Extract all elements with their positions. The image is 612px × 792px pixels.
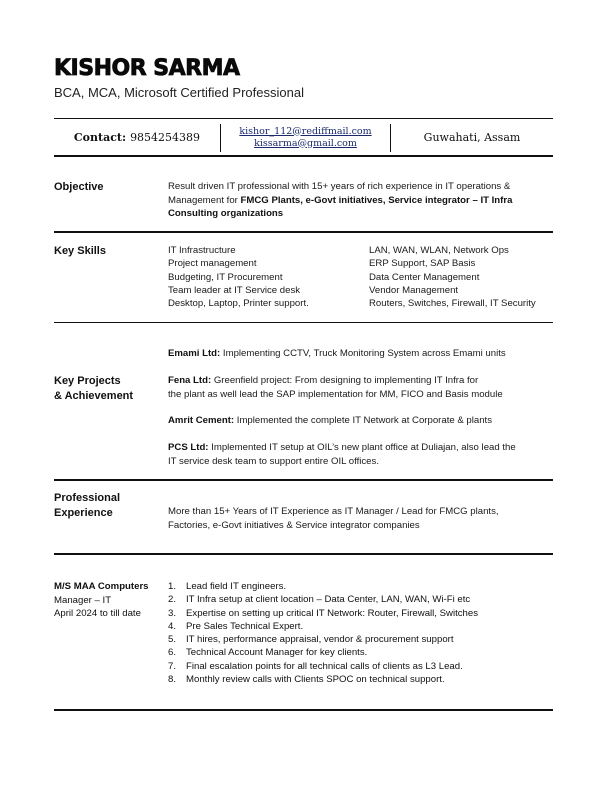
contact-phone (54, 121, 220, 154)
divider (54, 231, 553, 233)
skill-item: LAN, WAN, WLAN, Network Ops (369, 245, 509, 256)
skill-item: Data Center Management (369, 271, 480, 283)
skill-item: Project management (168, 258, 257, 270)
project-item (168, 374, 503, 401)
job-role: Manager – IT (54, 594, 112, 606)
contact-emails (221, 121, 390, 154)
job-details (54, 580, 149, 621)
duty-item: 1. Lead field IT engineers. (168, 581, 287, 592)
divider (54, 118, 553, 119)
objective-text-bold: FMCG Plants, e-Govt initiatives, Service integrator – IT Infra Consulting organizations (168, 194, 513, 219)
project-description-cont: IT service desk team to support entire OIL offices. (168, 455, 379, 467)
job-duties-list (168, 580, 478, 686)
candidate-qualifications: BCA, MCA, Microsoft Certified Professional (54, 85, 304, 100)
email-link-gmail[interactable]: kissarma@gmail.com (254, 137, 357, 149)
duty-item: 8. Monthly review calls with Clients SPOC on technical support. (168, 674, 445, 686)
skill-item: Team leader at IT Service desk (168, 284, 301, 296)
experience-summary (168, 505, 499, 532)
experience-summary-line1: More than 15+ Years of IT Experience as IT Manager / Lead for FMCG plants, (168, 506, 499, 517)
divider (54, 322, 553, 323)
project-item (168, 347, 506, 361)
projects-heading-line1: Key Projects (54, 375, 121, 387)
project-company: PCS Ltd: (168, 442, 209, 453)
skills-column-2 (369, 244, 536, 310)
objective-text (168, 180, 553, 221)
projects-heading (54, 374, 133, 404)
skill-item: IT Infrastructure (168, 245, 236, 256)
project-item (168, 414, 492, 428)
project-company: Fena Ltd: (168, 375, 212, 386)
project-company: Emami Ltd: (168, 348, 221, 359)
project-description: Implemented IT setup at OIL’s new plant office at Duliajan, also lead the (208, 442, 516, 453)
contact-location: Guwahati, Assam (423, 131, 521, 144)
objective-heading: Objective (54, 181, 104, 193)
skill-item: ERP Support, SAP Basis (369, 258, 476, 270)
divider (54, 155, 553, 157)
skill-item: Budgeting, IT Procurement (168, 271, 283, 283)
duty-item: 7. Final escalation points for all technical calls of clients as L3 Lead. (168, 660, 463, 672)
project-description: Greenfield project: From designing to implementing IT Infra for (211, 375, 479, 386)
skills-column-1 (168, 244, 309, 310)
project-description: Implemented the complete IT Network at Corporate & plants (234, 415, 493, 426)
experience-heading (54, 491, 120, 521)
experience-heading-line1: Professional (54, 492, 121, 504)
duty-item: 6. Technical Account Manager for key clients. (168, 647, 368, 659)
objective-text-plain: Result driven IT professional with 15+ years of rich experience in IT operations & Management for (168, 181, 511, 206)
duty-item: 3. Expertise on setting up critical IT Network: Router, Firewall, Switches (168, 607, 479, 619)
duty-item: 4. Pre Sales Technical Expert. (168, 620, 304, 632)
skill-item: Desktop, Laptop, Printer support. (168, 298, 309, 310)
divider (54, 553, 553, 555)
email-link-rediff[interactable]: kishor_112@rediffmail.com (239, 125, 372, 137)
experience-summary-line2: Factories, e-Govt initiatives & Service integrator companies (168, 519, 420, 531)
job-period: April 2024 to till date (54, 608, 141, 619)
candidate-name: KISHOR SARMA (54, 56, 240, 81)
key-skills-heading: Key Skills (54, 245, 106, 257)
project-description: Implementing CCTV, Truck Monitoring System across Emami units (220, 348, 506, 359)
project-item (168, 441, 516, 468)
skill-item: Vendor Management (369, 284, 459, 296)
duty-item: 2. IT Infra setup at client location – Data Center, LAN, WAN, Wi-Fi etc (168, 594, 471, 606)
phone-number: 9854254389 (130, 131, 201, 144)
contact-bar (54, 121, 553, 154)
divider (54, 479, 553, 481)
project-company: Amrit Cement: (168, 415, 235, 426)
projects-heading-line2: & Achievement (54, 390, 134, 402)
divider (54, 709, 553, 711)
contact-label: Contact: (73, 131, 127, 144)
duty-item: 5. IT hires, performance appraisal, vendor & procurement support (168, 634, 454, 646)
job-company: M/S MAA Computers (54, 581, 149, 592)
experience-heading-line2: Experience (54, 507, 113, 519)
skill-item: Routers, Switches, Firewall, IT Security (369, 298, 536, 310)
project-description-cont: the plant as well lead the SAP implementation for MM, FICO and Basis module (168, 388, 503, 400)
